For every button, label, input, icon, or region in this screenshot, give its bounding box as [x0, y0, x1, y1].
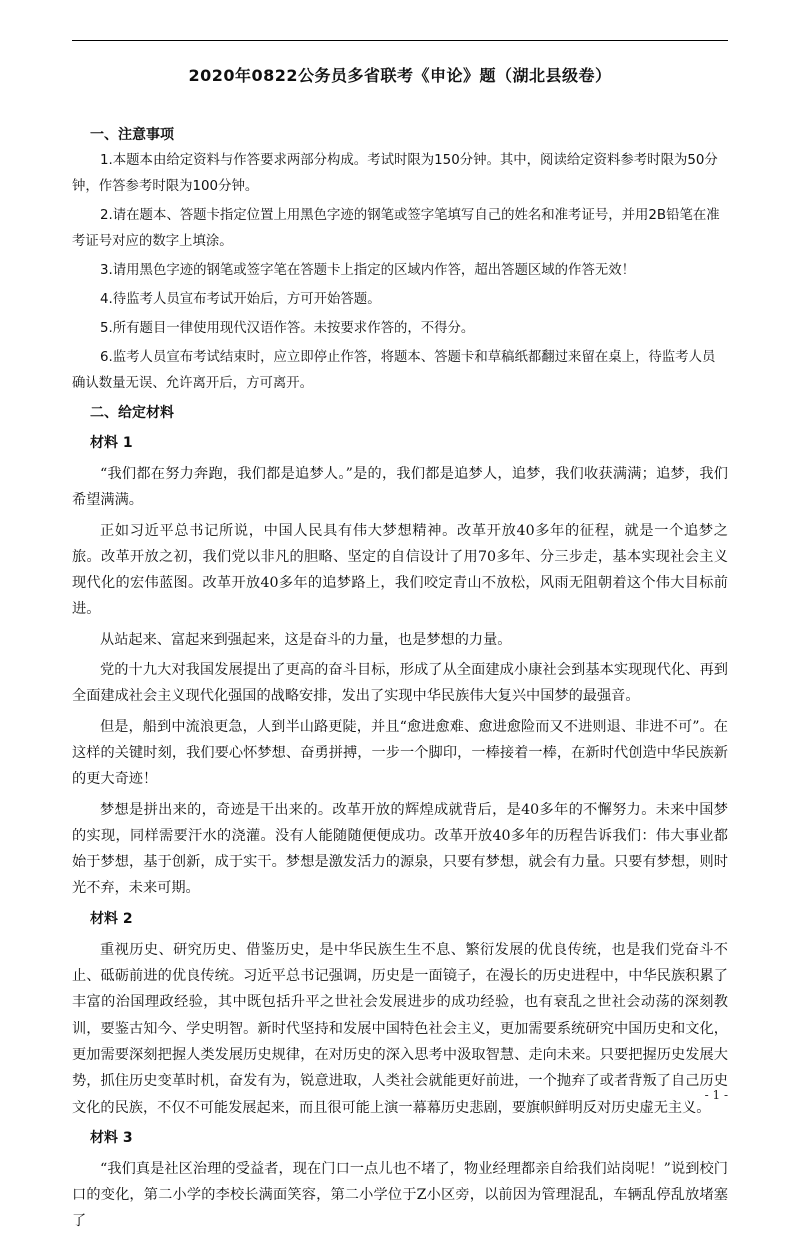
- header-rule: [72, 40, 728, 41]
- notice-item: 3.请用黑色字迹的钢笔或签字笔在答题卡上指定的区域内作答，超出答题区域的作答无效！: [100, 263, 636, 278]
- notice-item: 6.监考人员宣布考试结束时，应立即停止作答，将题本、答题卡和草稿纸都翻过来留在桌上，待监考人员确认数量无误、允许离开后，方可离开。: [72, 350, 716, 391]
- material-paragraph: 从站起来、富起来到强起来，这是奋斗的力量，也是梦想的力量。: [100, 631, 512, 648]
- notice-section-heading: 一、注意事项: [90, 127, 174, 143]
- material-2-heading: 材料 2: [90, 910, 133, 927]
- document-body: [72, 122, 728, 1239]
- material-paragraph: “我们真是社区治理的受益者，现在门口一点儿也不堵了，物业经理都亲自给我们站岗呢！”说到校门口的变化，第二小学的李校长满面笑容，第二小学位于Z小区旁，以前因为管理混乱，车辆乱停乱放堵塞了: [72, 1160, 728, 1230]
- material-paragraph: 但是，船到中流浪更急，人到半山路更陡，并且“愈进愈难、愈进愈险而又不进则退、非进不可”。在这样的关键时刻，我们要心怀梦想、奋勇拼搏，一步一个脚印，一棒接着一棒，在新时代创造中华民族新的更大奇迹！: [72, 718, 728, 788]
- notice-item: 1.本题本由给定资料与作答要求两部分构成。考试时限为150分钟。其中，阅读给定资料参考时限为50分钟，作答参考时限为100分钟。: [72, 153, 718, 194]
- material-paragraph: 正如习近平总书记所说，中国人民具有伟大梦想精神。改革开放40多年的征程，就是一个追梦之旅。改革开放之初，我们党以非凡的胆略、坚定的自信设计了用70多年、分三步走，基本实现社会主义现代化的宏伟蓝图。改革开放40多年的追梦路上，我们咬定青山不放松，风雨无阻朝着这个伟大目标前进。: [72, 522, 728, 618]
- material-3-heading: 材料 3: [90, 1129, 133, 1146]
- page-number: - 1 -: [704, 1088, 728, 1102]
- materials-section-heading: 二、给定材料: [90, 405, 174, 421]
- notice-item: 4.待监考人员宣布考试开始后，方可开始答题。: [100, 292, 381, 307]
- page-title: 2020年0822公务员多省联考《申论》题（湖北县级卷）: [188, 66, 612, 85]
- notice-item: 2.请在题本、答题卡指定位置上用黑色字迹的钢笔或签字笔填写自己的姓名和准考证号，并用2B铅笔在准考证号对应的数字上填涂。: [72, 208, 720, 249]
- material-paragraph: “我们都在努力奔跑，我们都是追梦人。”是的，我们都是追梦人，追梦，我们收获满满；追梦，我们希望满满。: [72, 466, 728, 509]
- material-paragraph: 梦想是拼出来的，奇迹是干出来的。改革开放的辉煌成就背后，是40多年的不懈努力。未来中国梦的实现，同样需要汗水的浇灌。没有人能随随便便成功。改革开放40多年的历程告诉我们：伟大事业都始于梦想，基于创新，成于实干。梦想是激发活力的源泉，只要有梦想，就会有力量。只要有梦想，则时光不弃，未来可期。: [72, 801, 728, 897]
- notice-item: 5.所有题目一律使用现代汉语作答。未按要求作答的，不得分。: [100, 321, 475, 336]
- material-1-heading: 材料 1: [90, 435, 133, 451]
- material-paragraph: 党的十九大对我国发展提出了更高的奋斗目标，形成了从全面建成小康社会到基本实现现代化、再到全面建成社会主义现代化强国的战略安排，发出了实现中华民族伟大复兴中国梦的最强音。: [72, 662, 728, 705]
- material-paragraph: 重视历史、研究历史、借鉴历史，是中华民族生生不息、繁衍发展的优良传统，也是我们党奋斗不止、砥砺前进的优良传统。习近平总书记强调，历史是一面镜子，在漫长的历史进程中，中华民族积累了丰富的治国理政经验，其中既包括升平之世社会发展进步的成功经验，也有衰乱之世社会动荡的深刻教训，要鉴古知今、学史明智。新时代坚持和发展中国特色社会主义，更加需要系统研究中国历史和文化，更加需要深刻把握人类发展历史规律，在对历史的深入思考中汲取智慧、走向未来。只要把握历史发展大势，抓住历史变革时机，奋发有为，锐意进取，人类社会就能更好前进，一个抛弃了或者背叛了自己历史文化的民族，不仅不可能发展起来，而且很可能上演一幕幕历史悲剧，要旗帜鲜明反对历史虚无主义。: [72, 941, 728, 1116]
